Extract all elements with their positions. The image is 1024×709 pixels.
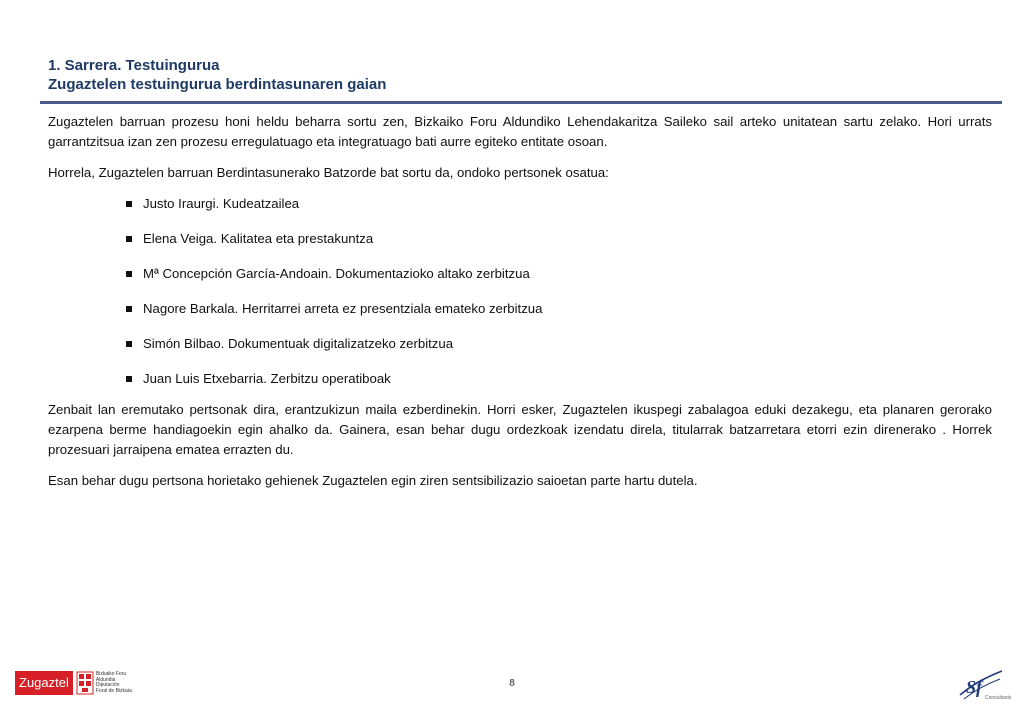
member-text: Nagore Barkala. Herritarrei arreta ez presentziala emateko zerbitzua: [143, 301, 543, 316]
bullet-square-icon: [126, 376, 132, 382]
closing-paragraph: Esan behar dugu pertsona horietako gehienek Zugaztelen egin ziren sentsibilizazio saioetan parte hartu dutela.: [48, 473, 698, 488]
diversity-paragraph: Zenbait lan eremutako pertsonak dira, erantzukizun maila ezberdinekin. Horri esker, Zugaztelen ikuspegi zabalagoa eduki dezakegu, eta planaren gerorako ezarpena berme handiagoekin egin ahalko da. Gainera, esan behar dugu ordezkoak izendatu direla, titularrak batzarretara etorri ezin direnerako . Horrek prozesuari jarraipena ematea errazten du.: [48, 402, 992, 457]
member-text: Mª Concepción García-Andoain. Dokumentazioko altako zerbitzua: [143, 266, 530, 281]
svg-text:Sf: Sf: [966, 677, 983, 697]
bullet-square-icon: [126, 306, 132, 312]
zugaztel-logo-text: Zugaztel: [19, 675, 69, 690]
committee-intro-paragraph: Horrela, Zugaztelen barruan Berdintasunerako Batzorde bat sortu da, ondoko pertsonek osatua:: [48, 165, 609, 180]
intro-paragraph: Zugaztelen barruan prozesu honi heldu beharra sortu zen, Bizkaiko Foru Aldundiko Lehendakaritza Saileko sail arteko unitatean sartu zelako. Hori urrats garrantzitsua izan zen prozesu erregulatuago eta integratuago bati aurre egiteko entitate osoan.: [48, 114, 992, 149]
header-divider: [40, 101, 1002, 104]
list-item: [126, 369, 992, 389]
bizkaia-shield-icon: [76, 671, 94, 695]
member-text: Justo Iraurgi. Kudeatzailea: [143, 196, 300, 211]
member-text: Elena Veiga. Kalitatea eta prestakuntza: [143, 231, 374, 246]
page-header: [48, 56, 1008, 94]
bfa-line: Foral de Bizkaia: [95, 687, 132, 694]
bullet-square-icon: [126, 271, 132, 277]
bfa-line: Aldundia: [95, 676, 116, 683]
bullet-square-icon: [126, 201, 132, 207]
sf-logo-caption: Consultants: [985, 695, 1012, 701]
zugaztel-logo: [15, 671, 73, 695]
section-subtitle: Zugaztelen testuingurua berdintasunaren gaian: [48, 76, 387, 93]
list-item: [126, 229, 992, 249]
member-text: Juan Luis Etxebarria. Zerbitzu operatiboak: [143, 371, 391, 386]
footer-logos: [15, 671, 132, 695]
list-item: [126, 334, 992, 354]
page-number: 8: [509, 678, 515, 689]
section-title: 1. Sarrera. Testuingurua: [48, 57, 220, 74]
bfa-line: Diputación: [95, 682, 120, 688]
bfa-line: Bizkaiko Foru: [95, 671, 127, 677]
committee-member-list: [48, 194, 992, 389]
list-item: [126, 264, 992, 284]
body-content: [48, 112, 992, 502]
list-item: [126, 299, 992, 319]
bizkaia-logo-text: [96, 672, 132, 694]
bullet-square-icon: [126, 236, 132, 242]
member-text: Simón Bilbao. Dokumentuak digitalizatzeko zerbitzua: [143, 336, 454, 351]
list-item: [126, 194, 992, 214]
bullet-square-icon: [126, 341, 132, 347]
